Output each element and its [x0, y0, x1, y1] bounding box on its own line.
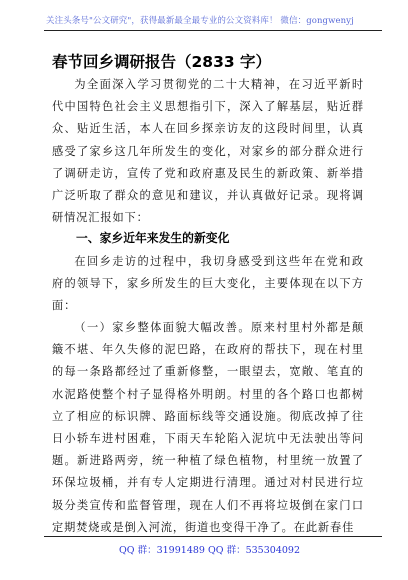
page-footer — [0, 536, 408, 580]
intro-paragraph: 为全面深入学习贯彻党的二十大精神，在习近平新时代中国特色社会主义思想指引下，深入了解基层，贴近群众、贴近生活，本人在回乡探亲访友的这段时间里，认真感受了家乡这几年所发生的变化，对家乡的部分群众进行了调研走访，宣传了党和政府惠及民生的新政策、新举措广泛听取了群众的意见和建议，并认真做好记录。现将调研情况汇报如下： — [52, 78, 364, 225]
page-header — [0, 0, 408, 44]
section-intro-paragraph: 在回乡走访的过程中，我切身感受到这些年在党和政府的领导下，家乡所发生的巨大变化，主要体现在以下方面： — [52, 255, 364, 313]
document-title: 春节回乡调研报告（2833 字） — [52, 53, 272, 71]
header-divider — [44, 30, 382, 31]
section-item-paragraph: （一）家乡整体面貌大幅改善。原来村里村外都是颠簸不堪、年久失修的泥巴路，在政府的帮扶下，现在村里的每一条路都经过了重新修整，一眼望去，宽敞、笔直的水泥路使整个村子显得格外明朗。村里的各个路口也都树立了相应的标识牌、路面标线等交通设施。彻底改掉了往日小轿车进村困难，下雨天车轮陷入泥坑中无法驶出等问题。新进路两旁，统一种植了绿色植物，村里统一放置了环保垃圾桶，并有专人定期进行清理。通过对村民进行垃圾分类宣传和监督管理，现在人们不再将垃圾倒在家门口定期焚烧或是倒入河流，街道也变得干净了。在此新春佳 — [52, 321, 364, 534]
footer-qq-group-1: QQ 群：31991489 — [119, 545, 205, 556]
footer-qq-group-2: QQ 群：535304092 — [208, 545, 300, 556]
footer-divider — [44, 536, 382, 537]
section-heading: 一、家乡近年来发生的新变化 — [76, 231, 230, 245]
header-banner: 关注头条号"公文研究"，获得最新最全最专业的公文资料库！ 微信：gongwenyj — [46, 16, 354, 26]
